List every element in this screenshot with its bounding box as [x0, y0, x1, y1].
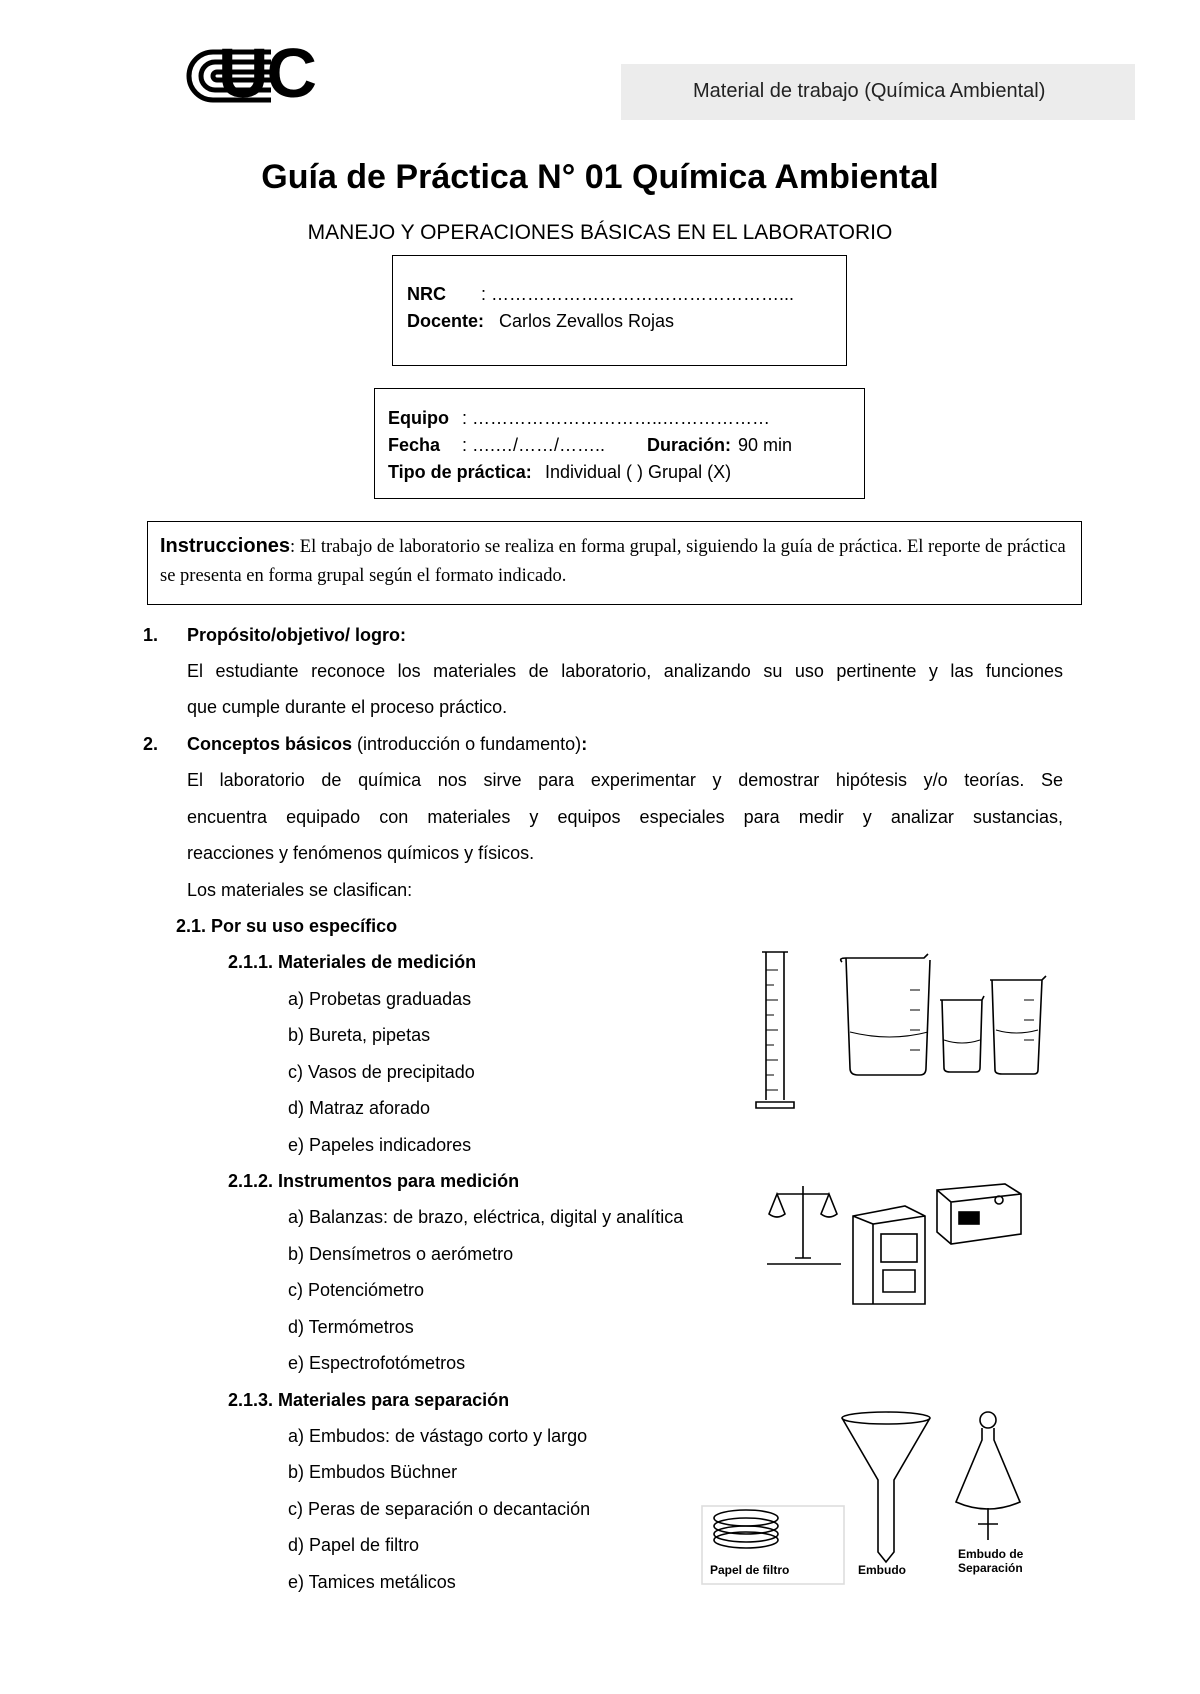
- list-item: e) Espectrofotómetros: [288, 1353, 466, 1373]
- section-2-colon: :: [581, 734, 588, 754]
- subsection-2-1-1: 2.1.1. Materiales de medición: [228, 952, 477, 972]
- separatory-funnel-caption: Embudo de: [958, 1547, 1024, 1561]
- subsection-2-1-3: 2.1.3. Materiales para separación: [228, 1390, 510, 1410]
- list-item: a) Probetas graduadas: [288, 989, 472, 1009]
- list-item: c) Peras de separación o decantación: [288, 1499, 591, 1519]
- section-2-text-line: El laboratorio de química nos sirve para experimentar y demostrar hipótesis y/o teorías. Se: [187, 770, 1063, 790]
- balance-icon: [767, 1186, 841, 1264]
- duracion-label: Duración:: [647, 435, 732, 455]
- instructions-label: Instrucciones: [160, 535, 291, 557]
- funnel-caption: Embudo: [858, 1563, 906, 1577]
- filter-paper-icon: [714, 1510, 778, 1548]
- list-item: d) Termómetros: [288, 1317, 414, 1337]
- instructions-box: [147, 521, 1082, 605]
- docente-value: Carlos Zevallos Rojas: [499, 311, 675, 331]
- section-2-title: Conceptos básicos: [187, 734, 353, 754]
- measuring-instruments-figure: [765, 1180, 1030, 1312]
- section-2-text-line: reacciones y fenómenos químicos y físicos.: [187, 843, 535, 863]
- section-2-heading: [187, 734, 587, 755]
- nrc-value: : …………………………………………...: [481, 284, 795, 304]
- docente-label: Docente:: [407, 311, 485, 331]
- separatory-funnel-caption: Separación: [958, 1561, 1023, 1575]
- list-item: b) Densímetros o aerómetro: [288, 1244, 514, 1264]
- instructions-text: : El trabajo de laboratorio se realiza en forma grupal, siguiendo la guía de práctica. El reporte de práctica se presenta en forma grupal según el formato indicado.: [160, 537, 1066, 586]
- tipo-label: Tipo de práctica:: [388, 462, 532, 482]
- uc-logo-text: UC: [218, 34, 316, 112]
- header-band-text: Material de trabajo (Química Ambiental): [693, 80, 1046, 102]
- graduated-cylinder-icon: [756, 952, 794, 1108]
- subsection-2-1-2: 2.1.2. Instrumentos para medición: [228, 1171, 520, 1191]
- measuring-materials-figure: [750, 950, 1080, 1115]
- fecha-value: : ….…/……/……..: [462, 435, 606, 455]
- header-band: [621, 64, 1135, 120]
- separation-materials-figure: [700, 1400, 1030, 1590]
- team-box: [374, 388, 865, 499]
- subsection-2-1: 2.1. Por su uso específico: [176, 916, 398, 936]
- page-title: Guía de Práctica N° 01 Química Ambiental: [261, 158, 939, 196]
- section-1-text-line: El estudiante reconoce los materiales de laboratorio, analizando su uso pertinente y las funciones: [187, 661, 1063, 681]
- section-1-title: Propósito/objetivo/ logro:: [187, 625, 406, 645]
- section-2-title-rest: (introducción o fundamento): [352, 734, 582, 754]
- filter-paper-caption: Papel de filtro: [710, 1563, 790, 1577]
- fecha-label: Fecha: [388, 435, 441, 455]
- spectrophotometer-icon: [937, 1184, 1021, 1244]
- list-item: e) Tamices metálicos: [288, 1572, 456, 1592]
- beaker-icon: [990, 976, 1046, 1074]
- section-1-text-line: que cumple durante el proceso práctico.: [187, 697, 508, 717]
- list-item: c) Potenciómetro: [288, 1280, 425, 1300]
- list-item: d) Papel de filtro: [288, 1535, 420, 1555]
- separatory-funnel-icon: [956, 1412, 1020, 1540]
- tipo-value: Individual ( ) Grupal (X): [545, 462, 732, 482]
- page-subtitle: MANEJO Y OPERACIONES BÁSICAS EN EL LABORATORIO: [307, 221, 893, 244]
- list-item: e) Papeles indicadores: [288, 1135, 472, 1155]
- beaker-icon: [940, 996, 984, 1072]
- duracion-value: 90 min: [738, 435, 793, 455]
- list-item: a) Embudos: de vástago corto y largo: [288, 1426, 588, 1446]
- list-item: c) Vasos de precipitado: [288, 1062, 475, 1082]
- list-item: b) Bureta, pipetas: [288, 1025, 431, 1045]
- instructions-paragraph: [160, 532, 1071, 591]
- info-box: [392, 255, 847, 366]
- beaker-icon: [841, 954, 930, 1075]
- list-item: d) Matraz aforado: [288, 1098, 431, 1118]
- equipo-value: : …………………………..………………: [462, 408, 771, 428]
- list-item: a) Balanzas: de brazo, eléctrica, digital y analítica: [288, 1207, 684, 1227]
- list-item: b) Embudos Büchner: [288, 1462, 458, 1482]
- equipo-label: Equipo: [388, 408, 449, 428]
- section-2-text-line: encuentra equipado con materiales y equipos especiales para medir y analizar sustancias,: [187, 807, 1063, 827]
- section-2-text-line: Los materiales se clasifican:: [187, 880, 413, 900]
- section-2-number: 2.: [143, 734, 159, 754]
- analytical-balance-icon: [853, 1206, 925, 1304]
- funnel-icon: [842, 1412, 930, 1562]
- nrc-label: NRC: [407, 284, 446, 304]
- section-1-number: 1.: [143, 625, 159, 645]
